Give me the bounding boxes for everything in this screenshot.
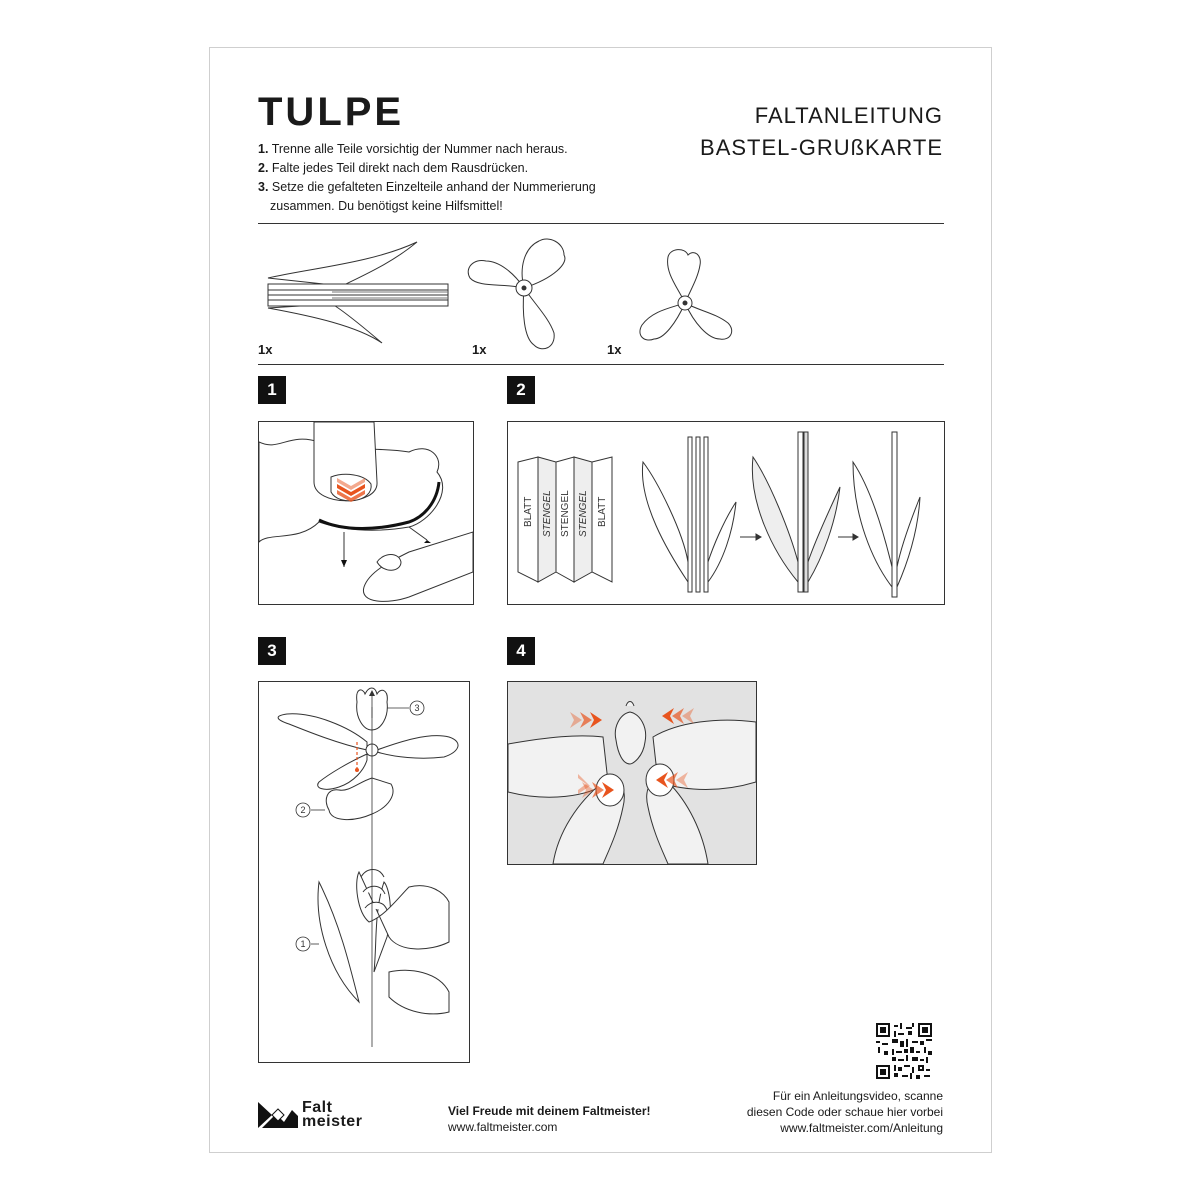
instruction-sheet: [209, 47, 992, 1153]
callout-2: 2: [300, 805, 306, 815]
step-3-badge: 3: [258, 637, 286, 665]
divider-middle: [258, 364, 944, 365]
step-1-badge: 1: [258, 376, 286, 404]
callout-3: 3: [414, 703, 420, 713]
logo-line2: meister: [302, 1113, 363, 1130]
page-title: TULPE: [258, 90, 405, 134]
footer-qr-info: [747, 1088, 943, 1136]
step-4-badge: 4: [507, 637, 535, 665]
instruction-1: 1. Trenne alle Teile vorsichtig der Nummer nach heraus.: [258, 142, 568, 156]
logo-line1: Falt: [302, 1099, 333, 1116]
step2-label-5: BLATT: [597, 496, 608, 527]
document-type: [700, 100, 943, 164]
qr-hint-line2: diesen Code oder schaue hier vorbei: [746, 1105, 943, 1119]
document-type-line1: FALTANLEITUNG: [754, 103, 943, 128]
instruction-3-continued: zusammen. Du benötigst keine Hilfsmittel!: [270, 199, 503, 213]
step2-label-2: STENGEL: [542, 490, 553, 537]
step2-label-3: STENGEL: [560, 490, 571, 537]
instruction-list: [258, 140, 618, 216]
step-1-panel: [258, 421, 474, 605]
step-2-badge: 2: [507, 376, 535, 404]
logo-wordmark: [302, 1101, 362, 1129]
callout-1: 1: [300, 939, 306, 949]
part-petal-large-qty: 1x: [472, 342, 487, 357]
qr-hint-line1: Für ein Anleitungsvideo, scanne: [772, 1089, 943, 1103]
faltmeister-logo[interactable]: [258, 1101, 362, 1129]
faltmeister-logo-icon: [258, 1102, 298, 1128]
footer-center: [448, 1103, 651, 1135]
step2-label-1: BLATT: [523, 496, 534, 527]
document-type-line2: BASTEL-GRUßKARTE: [700, 135, 943, 160]
step-2-panel: [507, 421, 945, 605]
step2-label-4: STENGEL: [578, 490, 589, 537]
part-petal-small-qty: 1x: [607, 342, 622, 357]
qr-code[interactable]: [876, 1023, 932, 1079]
part-stem-leaves-qty: 1x: [258, 342, 273, 357]
qr-url-link[interactable]: www.faltmeister.com/Anleitung: [780, 1121, 943, 1135]
step-4-panel: [507, 681, 757, 865]
step-3-panel: [258, 681, 470, 1063]
footer-tagline: Viel Freude mit deinem Faltmeister!: [448, 1104, 651, 1118]
part-stem-leaves-illustration: [262, 238, 452, 348]
part-petal-large-illustration: [464, 233, 584, 358]
instruction-3: 3. Setze die gefalteten Einzelteile anhand der Nummerierung: [258, 180, 596, 194]
part-petal-small-illustration: [630, 243, 740, 353]
divider-top: [258, 223, 944, 224]
footer-website-link[interactable]: www.faltmeister.com: [448, 1120, 558, 1134]
instruction-2: 2. Falte jedes Teil direkt nach dem Rausdrücken.: [258, 161, 529, 175]
